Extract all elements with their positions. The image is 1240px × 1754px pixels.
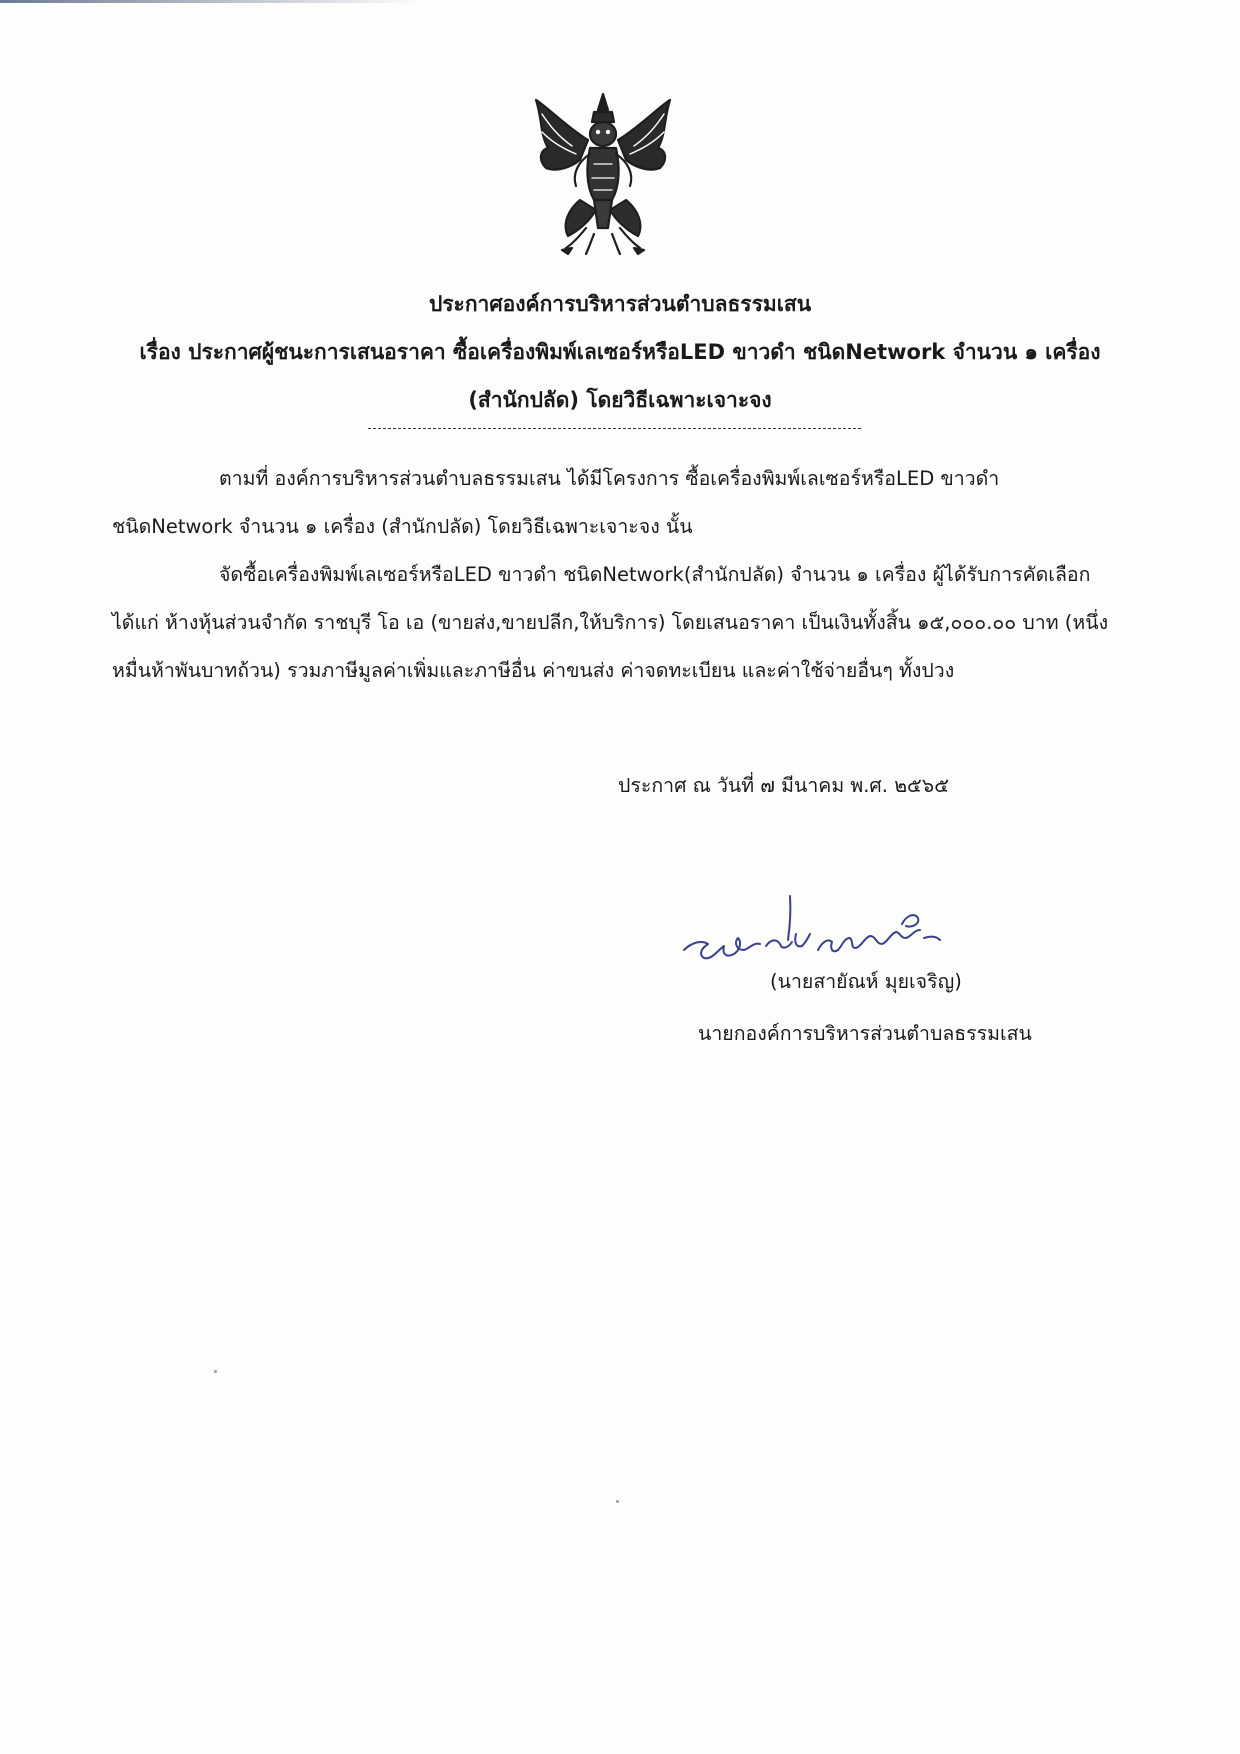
scan-speck bbox=[616, 1500, 619, 1503]
announcement-body bbox=[112, 455, 1122, 695]
scan-speck bbox=[214, 1370, 217, 1373]
garuda-emblem-icon bbox=[528, 88, 678, 258]
body-paragraph-2 bbox=[112, 551, 1122, 695]
subject-line-2: (สำนักปลัด) โดยวิธีเฉพาะเจาะจง bbox=[468, 388, 772, 412]
announcement-title bbox=[90, 280, 1150, 424]
dashed-divider bbox=[368, 428, 861, 429]
scan-edge bbox=[0, 0, 420, 3]
body-paragraph-2-text: จัดซื้อเครื่องพิมพ์เลเซอร์หรือLED ขาวดำ ชนิดNetwork(สำนักปลัด) จำนวน ๑ เครื่อง ผู้ได้รับการคัดเลือก ได้แก่ ห้างหุ้นส่วนจำกัด ราชบุรี โอ เอ (ขายส่ง,ขายปลีก,ให้บริการ) โดยเสนอราคา เป็นเงินทั้งสิ้น ๑๕,๐๐๐.๐๐ บาท (หนึ่งหมื่นห้าพันบาทถ้วน) รวมภาษีมูลค่าเพิ่มและภาษีอื่น ค่าขนส่ง ค่าจดทะเบียน และค่าใช้จ่ายอื่นๆ ทั้งปวง bbox=[112, 563, 1109, 682]
subject-line-1: เรื่อง ประกาศผู้ชนะการเสนอราคา ซื้อเครื่องพิมพ์เลเซอร์หรือLED ขาวดำ ชนิดNetwork จำนวน ๑ เครื่อง bbox=[139, 340, 1101, 364]
body-paragraph-1 bbox=[112, 455, 1122, 551]
body-paragraph-1-text: ตามที่ องค์การบริหารส่วนตำบลธรรมเสน ได้มีโครงการ ซื้อเครื่องพิมพ์เลเซอร์หรือLED ขาวดำ ชนิดNetwork จำนวน ๑ เครื่อง (สำนักปลัด) โดยวิธีเฉพาะเจาะจง นั้น bbox=[112, 467, 1000, 538]
signatory-name: (นายสายัณห์ มุยเจริญ) bbox=[770, 970, 962, 993]
signatory-position: นายกองค์การบริหารส่วนตำบลธรรมเสน bbox=[698, 1022, 1032, 1045]
announcement-date: ประกาศ ณ วันที่ ๗ มีนาคม พ.ศ. ๒๕๖๕ bbox=[618, 774, 949, 797]
issuer-line: ประกาศองค์การบริหารส่วนตำบลธรรมเสน bbox=[428, 292, 812, 316]
